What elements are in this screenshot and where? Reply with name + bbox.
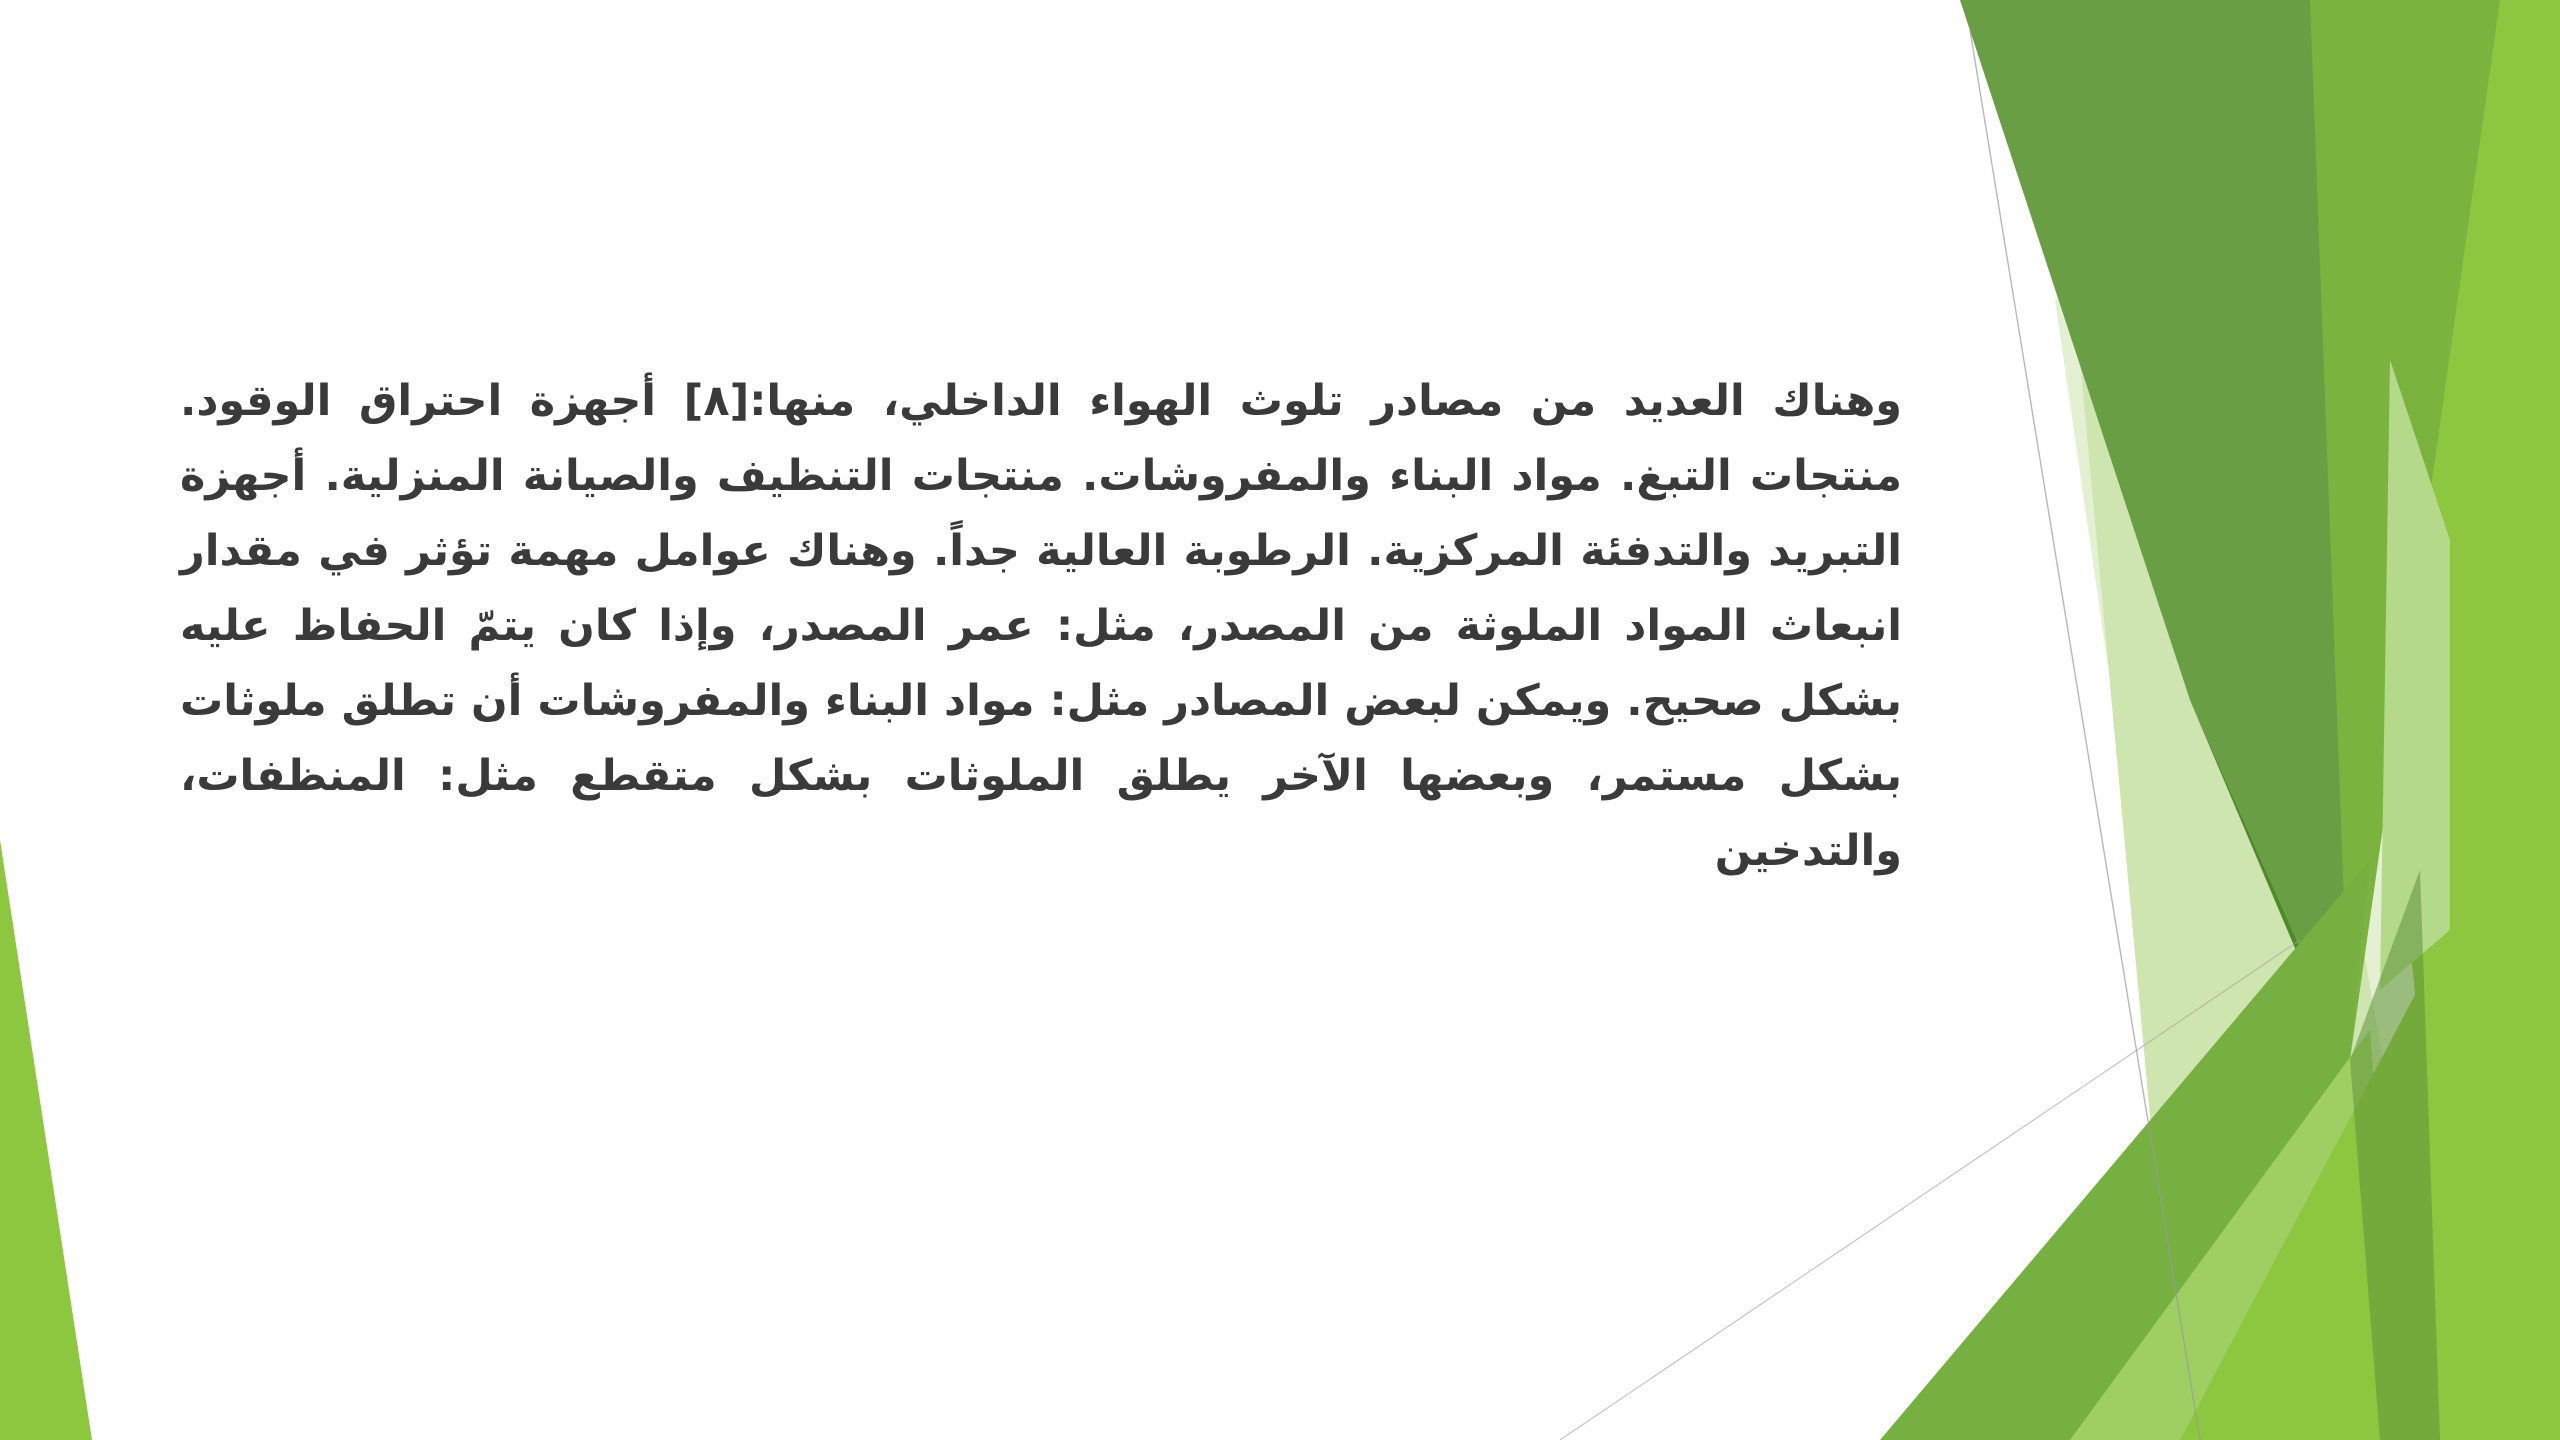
slide-body-text: وهناك العديد من مصادر تلوث الهواء الداخلي، منها:[٨] أجهزة احتراق الوقود. منتجات التبغ. مواد البناء والمفروشات. منتجات التنظيف والصيانة المنزلية. أجهزة التبريد والتدفئة المركزية. الرطوبة العالية جداً. وهناك عوامل مهمة تؤثر في مقدار انبعاث المواد الملوثة من المصدر، مثل: عمر المصدر، وإذا كان يتمّ الحفاظ عليه بشكل صحيح. ويمكن لبعض المصادر مثل: مواد البناء والمفروشات أن تطلق ملوثات بشكل مستمر، وبعضها الآخر يطلق الملوثات بشكل متقطع مثل: المنظفات، والتدخين (180, 376, 1902, 876)
left-green-sliver (0, 840, 92, 1440)
